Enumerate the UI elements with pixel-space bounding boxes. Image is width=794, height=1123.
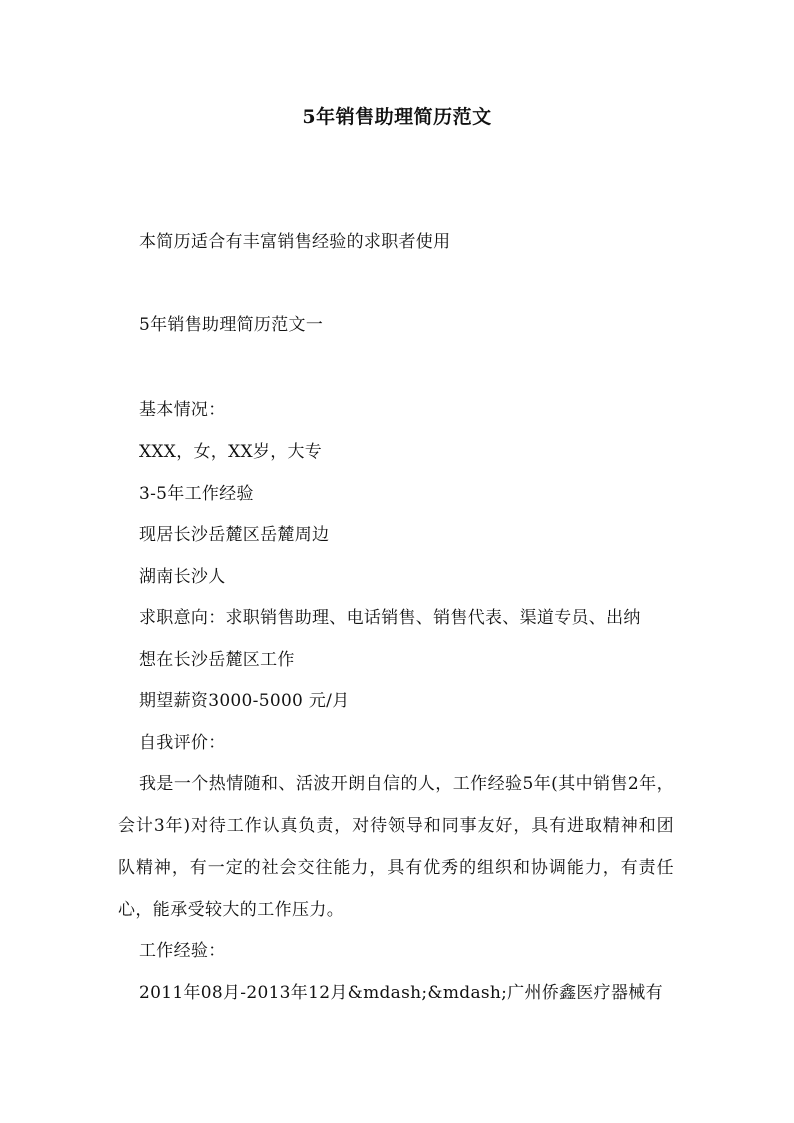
basic-info-hometown: 湖南长沙人 xyxy=(139,567,226,587)
self-eval-paragraph: 我是一个热情随和、活波开朗自信的人，工作经验5年(其中销售2年，会计3年)对待工作认真负责，对待领导和同事友好，具有进取精神和团队精神，有一定的社会交往能力，具有优秀的组织和协调能力，有责任心，能承受较大的工作压力。 xyxy=(118,774,674,920)
intro-text: 本简历适合有丰富销售经验的求职者使用 xyxy=(139,232,451,252)
basic-info-heading: 基本情况： xyxy=(139,400,226,420)
basic-info-work-location: 想在长沙岳麓区工作 xyxy=(139,650,295,670)
section-subtitle: 5年销售助理简历范文一 xyxy=(139,315,324,335)
document-title: 5年销售助理简历范文 xyxy=(302,106,492,128)
work-exp-heading: 工作经验： xyxy=(139,941,226,961)
basic-info-salary: 期望薪资3000-5000 元/月 xyxy=(139,691,350,711)
basic-info-job-intention: 求职意向：求职销售助理、电话销售、销售代表、渠道专员、出纳 xyxy=(139,608,641,628)
basic-info-residence: 现居长沙岳麓区岳麓周边 xyxy=(139,525,330,545)
self-eval-heading: 自我评价： xyxy=(139,733,226,753)
basic-info-experience: 3-5年工作经验 xyxy=(139,484,254,504)
basic-info-name: XXX，女，XX岁，大专 xyxy=(139,442,323,462)
work-exp-entry: 2011年08月-2013年12月&mdash;&mdash;广州侨鑫医疗器械有 xyxy=(139,983,663,1003)
